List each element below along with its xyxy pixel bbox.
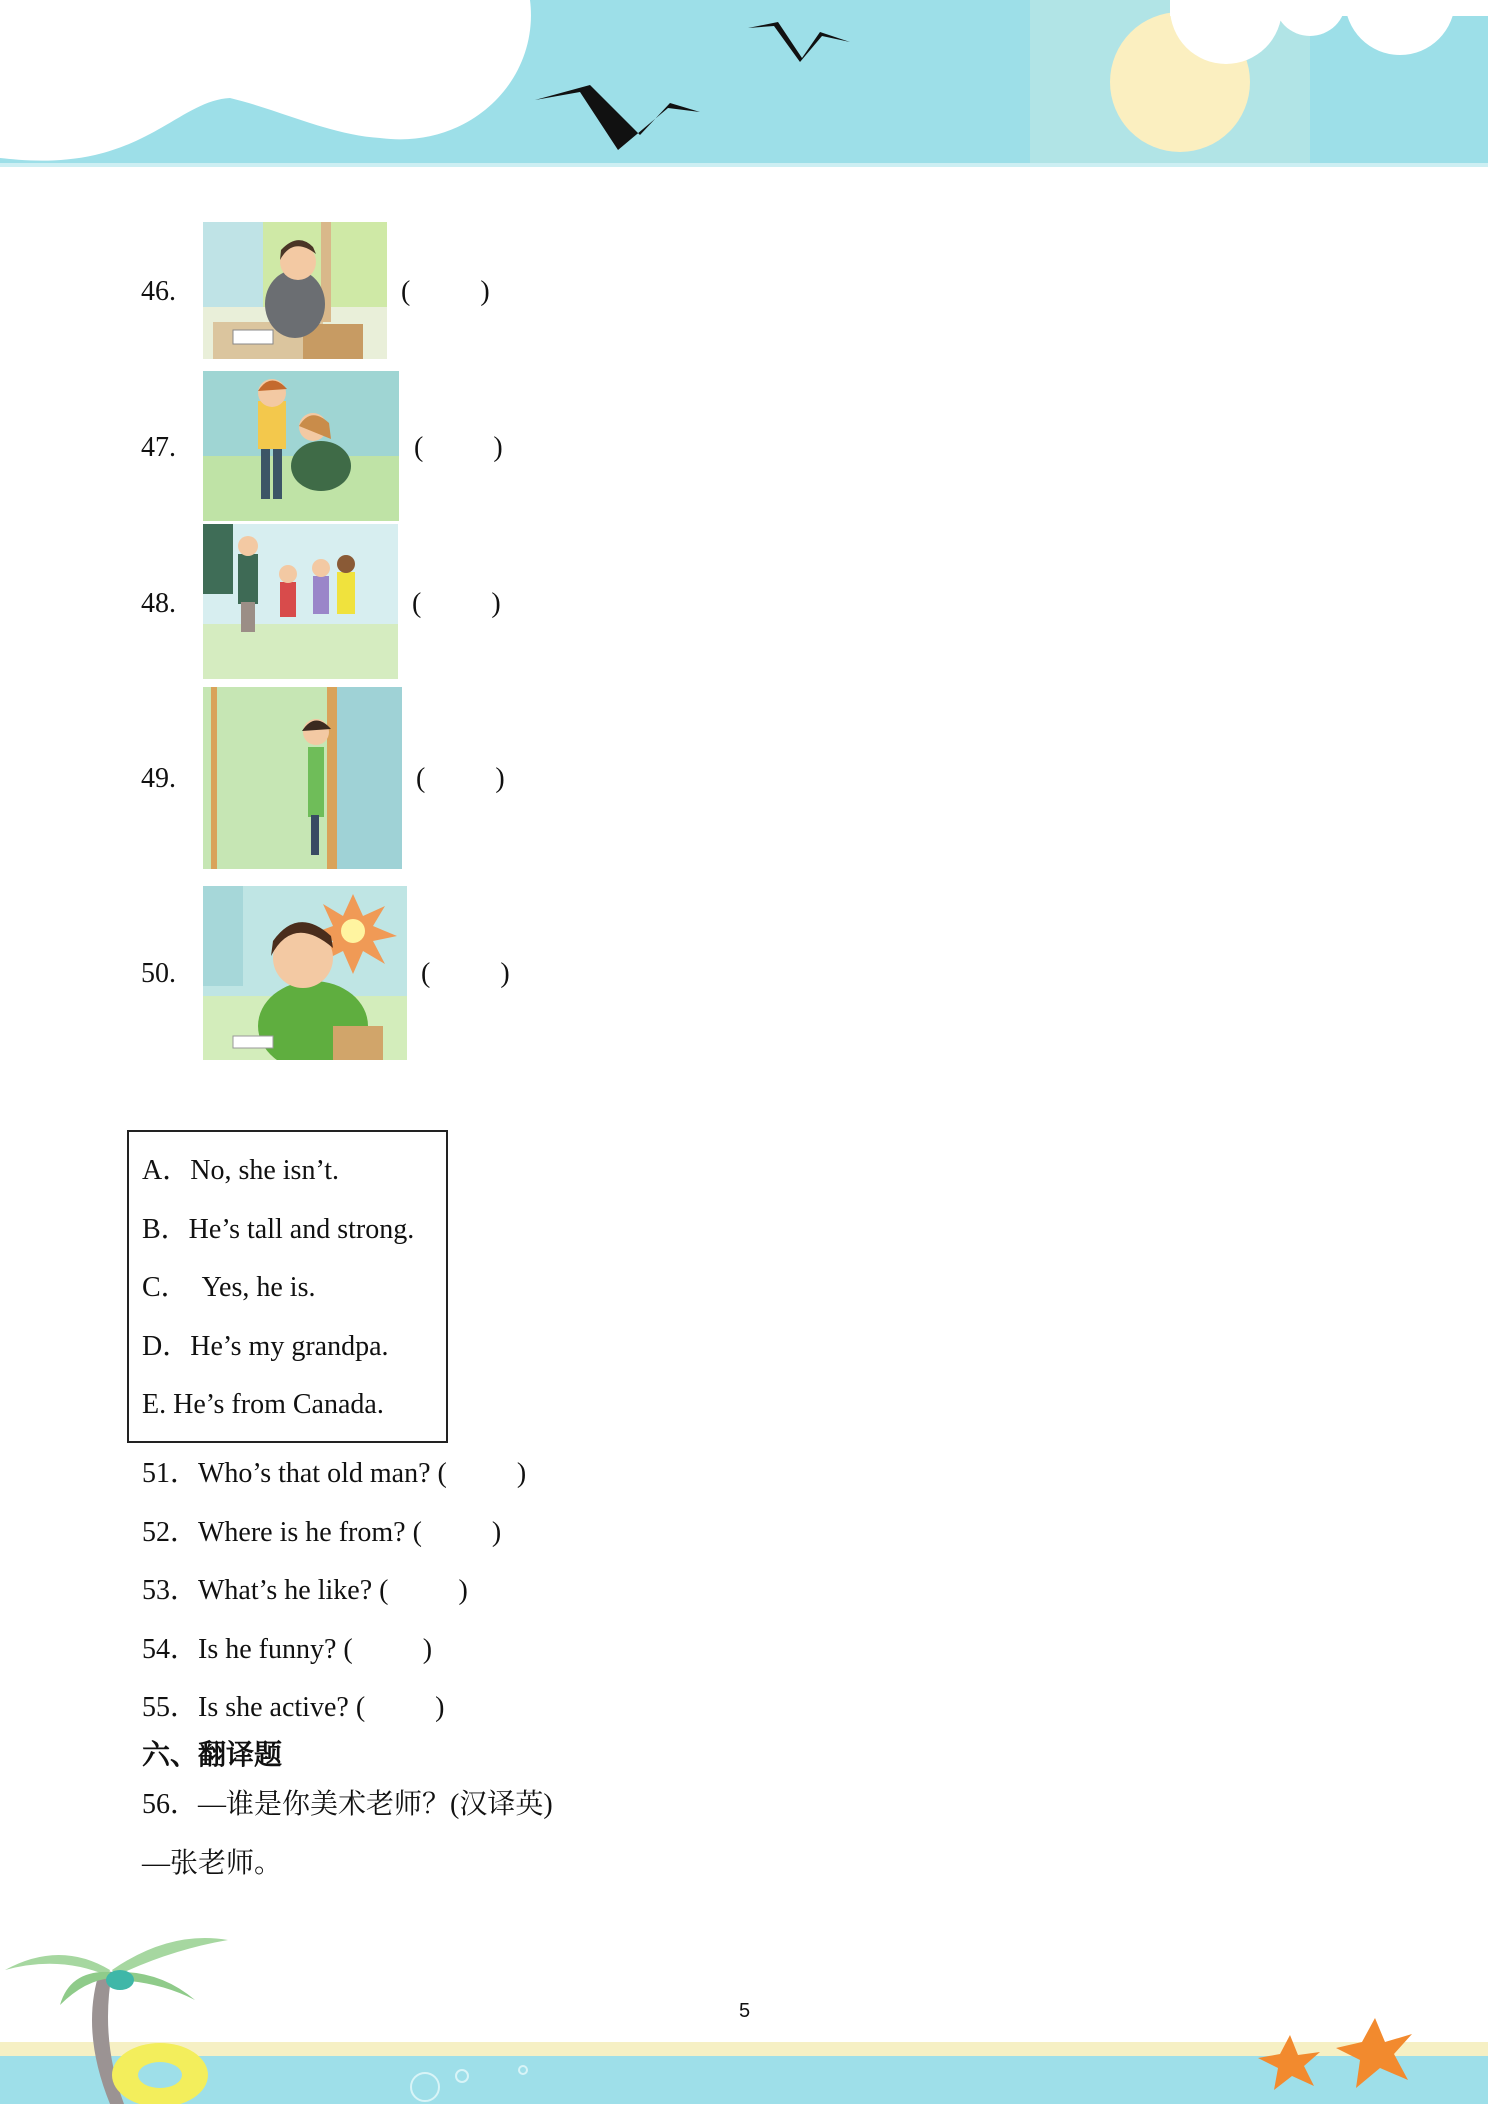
top-banner (0, 0, 1488, 168)
picture-boy-idea (203, 886, 407, 1060)
page-number: 5 (739, 2000, 751, 2022)
answer-bracket-49[interactable]: ( ) (416, 763, 505, 794)
option-c: C． Yes, he is. (142, 1272, 316, 1303)
answer-bracket-46[interactable]: ( ) (401, 276, 490, 307)
question-52[interactable]: 52．Where is he from? ( ) (142, 1517, 502, 1548)
picture-mother-and-child (203, 371, 399, 521)
answer-bracket-50[interactable]: ( ) (421, 958, 510, 989)
option-a: A．No, she isn’t. (142, 1155, 340, 1186)
question-51[interactable]: 51．Who’s that old man? ( ) (142, 1458, 527, 1489)
question-56-line1: 56．—谁是你美术老师？(汉译英) (142, 1789, 553, 1820)
item-number-48: 48. (141, 588, 176, 619)
answer-bracket-47[interactable]: ( ) (414, 432, 503, 463)
option-d: D．He’s my grandpa. (142, 1331, 389, 1362)
question-53[interactable]: 53．What’s he like? ( ) (142, 1575, 468, 1606)
question-54[interactable]: 54．Is he funny? ( ) (142, 1634, 433, 1665)
option-b: B．He’s tall and strong. (142, 1214, 415, 1245)
picture-boy-at-door (203, 687, 402, 869)
bottom-banner (0, 1930, 1488, 2104)
question-56-line2: —张老师。 (142, 1848, 283, 1879)
banner-edge (0, 163, 1488, 167)
option-e: E. He’s from Canada. (142, 1389, 384, 1420)
picture-boy-writing (203, 222, 387, 359)
item-number-50: 50. (141, 958, 176, 989)
item-number-47: 47. (141, 432, 176, 463)
swim-ring-icon (112, 2043, 208, 2104)
answer-bracket-48[interactable]: ( ) (412, 588, 501, 619)
sand-strip (0, 2042, 1488, 2056)
water-strip (0, 2056, 1488, 2104)
section-heading-translation: 六、翻译题 (142, 1738, 283, 1771)
question-55[interactable]: 55．Is she active? ( ) (142, 1692, 445, 1723)
picture-teacher-and-students (203, 524, 398, 679)
item-number-46: 46. (141, 276, 176, 307)
item-number-49: 49. (141, 763, 176, 794)
